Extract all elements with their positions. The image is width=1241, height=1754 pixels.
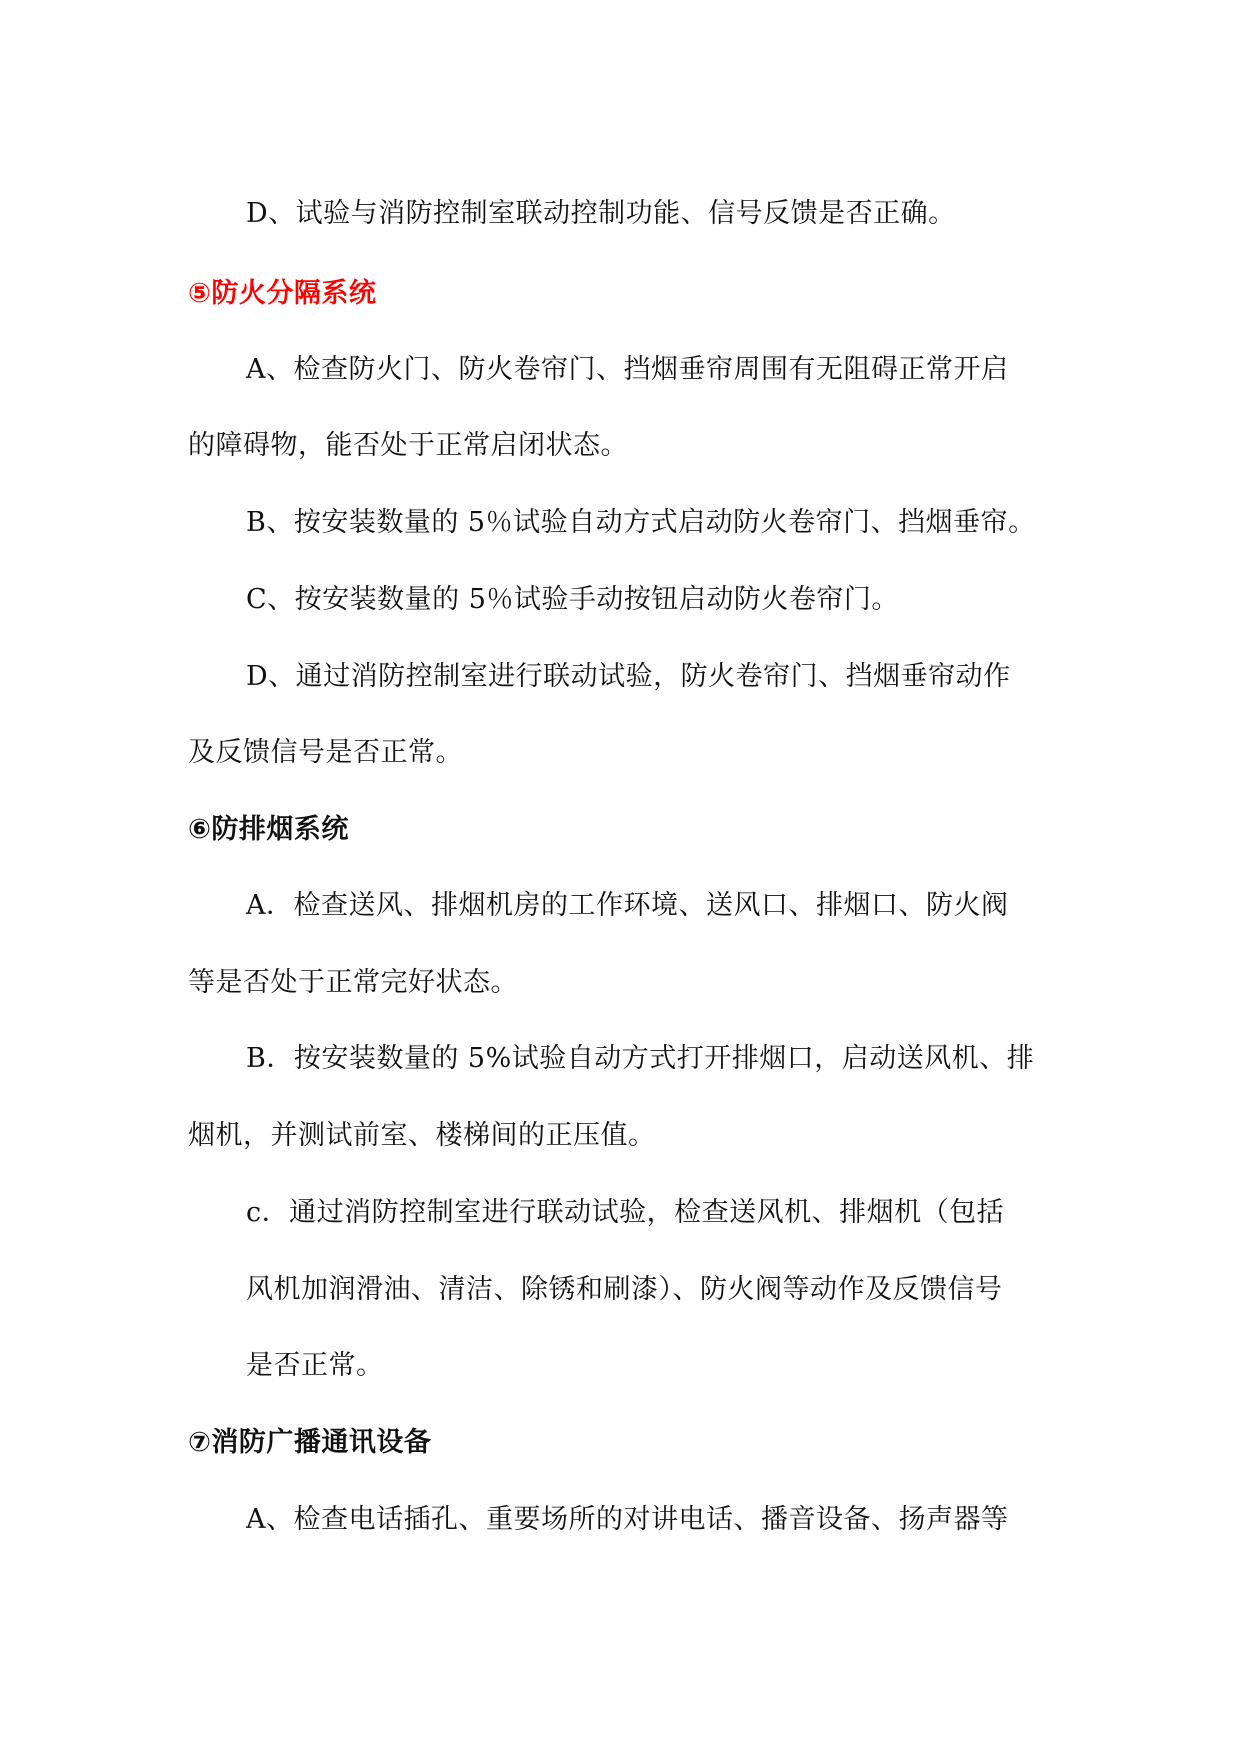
section-heading-fire-separation: ⑤防火分隔系统	[188, 278, 377, 309]
paragraph-line: A．检查送风、排烟机房的工作环境、送风口、排烟口、防火阀	[246, 890, 1009, 921]
paragraph-line: D、试验与消防控制室联动控制功能、信号反馈是否正确。	[246, 198, 956, 229]
paragraph-line: 是否正常。	[246, 1350, 384, 1381]
paragraph-line: 及反馈信号是否正常。	[188, 737, 463, 768]
section-heading-broadcast-communication: ⑦消防广播通讯设备	[188, 1427, 432, 1458]
paragraph-line: 的障碍物，能否处于正常启闭状态。	[188, 430, 628, 461]
paragraph-line: A、检查防火门、防火卷帘门、挡烟垂帘周围有无阻碍正常开启	[246, 354, 1009, 385]
paragraph-line: 烟机，并测试前室、楼梯间的正压值。	[188, 1120, 656, 1151]
section-heading-smoke-control: ⑥防排烟系统	[188, 814, 349, 845]
paragraph-line: 风机加润滑油、清洁、除锈和刷漆）、防火阀等动作及反馈信号	[246, 1274, 1003, 1305]
paragraph-line: B、按安装数量的 5％试验自动方式启动防火卷帘门、挡烟垂帘。	[246, 507, 1036, 538]
paragraph-line: A、检查电话插孔、重要场所的对讲电话、播音设备、扬声器等	[246, 1504, 1009, 1535]
paragraph-line: c．通过消防控制室进行联动试验，检查送风机、排烟机（包括	[246, 1197, 1005, 1228]
paragraph-line: D、通过消防控制室进行联动试验，防火卷帘门、挡烟垂帘动作	[246, 661, 1011, 692]
paragraph-line: 等是否处于正常完好状态。	[188, 967, 518, 998]
paragraph-line: C、按安装数量的 5％试验手动按钮启动防火卷帘门。	[246, 584, 899, 615]
paragraph-line: B．按安装数量的 5%试验自动方式打开排烟口，启动送风机、排	[246, 1043, 1035, 1074]
